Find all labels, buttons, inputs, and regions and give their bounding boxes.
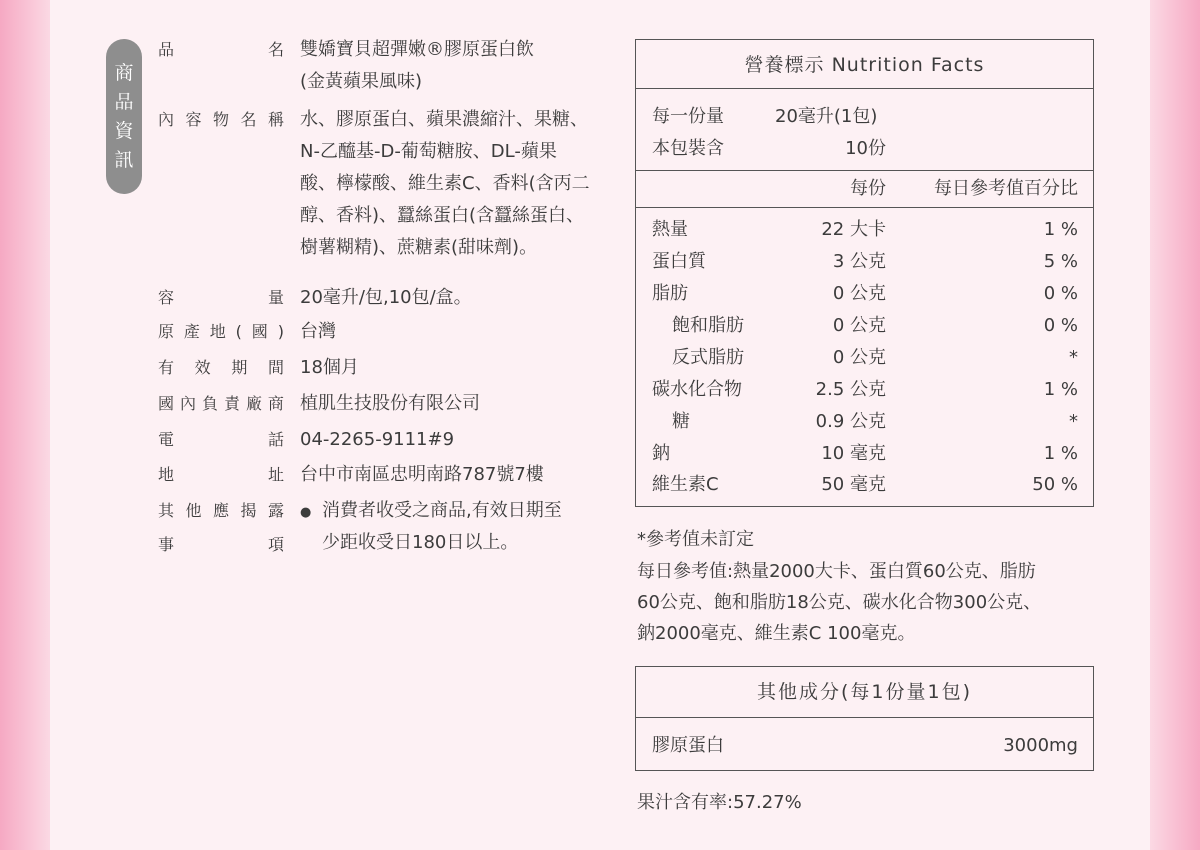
servings-per-package-label: 本包裝含: [652, 138, 724, 159]
tab-char: 資: [114, 120, 134, 142]
right-pink-border: [1150, 0, 1200, 850]
ingredient-amount: 3000mg: [1003, 735, 1078, 756]
value-phone: 04-2265-9111#9: [300, 429, 455, 450]
nutrient-name: 維生素C: [652, 474, 719, 495]
nutrient-amount: 0 公克: [832, 347, 886, 368]
label-other-disclosures-2: 事 項: [158, 535, 284, 554]
nutrient-name: 反式脂肪: [672, 347, 744, 368]
nutrient-amount: 22 大卡: [821, 219, 886, 240]
nutrient-daily-pct: 1 %: [1043, 443, 1078, 464]
nutrition-facts-table: [635, 39, 1094, 507]
ingredient-name: 膠原蛋白: [652, 735, 724, 756]
nutrient-amount: 3 公克: [832, 251, 886, 272]
value-manufacturer: 植肌生技股份有限公司: [300, 393, 480, 414]
other-ingredients-title: 其他成分(每1份量1包): [756, 681, 972, 703]
product-info-tab: [106, 39, 142, 194]
note-daily-reference: 鈉2000毫克、維生素C 100毫克。: [637, 623, 916, 644]
note-reference-undefined: *參考值未訂定: [637, 529, 754, 550]
value-other-disclosures: 消費者收受之商品,有效日期至 少距收受日180日以上。: [322, 500, 562, 553]
left-pink-border: [0, 0, 50, 850]
label-other-disclosures: 其 他 應 揭 露: [158, 501, 284, 520]
divider: [636, 170, 1093, 171]
label-manufacturer: 國 內 負 責 廠 商: [158, 394, 284, 413]
col-header-per-serving: 每份: [850, 178, 886, 199]
servings-per-package-value: 10份: [845, 138, 886, 159]
nutrient-daily-pct: 1 %: [1043, 379, 1078, 400]
nutrient-daily-pct: 50 %: [1032, 474, 1078, 495]
nutrient-daily-pct: 1 %: [1043, 219, 1078, 240]
label-ingredients: 內 容 物 名 稱: [158, 110, 284, 129]
nutrient-amount: 0.9 公克: [815, 411, 886, 432]
nutrient-name: 蛋白質: [652, 251, 706, 272]
divider: [636, 717, 1093, 718]
tab-char: 商: [114, 62, 134, 84]
nutrient-amount: 0 公克: [832, 283, 886, 304]
note-daily-reference: 每日參考值:熱量2000大卡、蛋白質60公克、脂肪: [637, 561, 1036, 582]
nutrition-title: 營養標示 Nutrition Facts: [744, 54, 985, 76]
nutrient-name: 脂肪: [652, 283, 688, 304]
value-address: 台中市南區忠明南路787號7樓: [300, 464, 544, 485]
nutrient-name: 糖: [672, 411, 690, 432]
nutrient-amount: 10 毫克: [821, 443, 886, 464]
value-volume: 20毫升/包,10包/盒。: [300, 287, 472, 308]
nutrient-daily-pct: 5 %: [1043, 251, 1078, 272]
juice-content: 果汁含有率:57.27%: [637, 792, 802, 813]
bullet-icon: ●: [300, 505, 312, 520]
label-phone: 電 話: [158, 430, 284, 449]
nutrient-amount: 50 毫克: [821, 474, 886, 495]
nutrient-name: 鈉: [652, 443, 670, 464]
nutrient-daily-pct: 0 %: [1043, 315, 1078, 336]
value-origin: 台灣: [300, 321, 336, 342]
divider: [636, 88, 1093, 89]
value-ingredients: 水、膠原蛋白、蘋果濃縮汁、果糖、 N-乙醯基-D-葡萄糖胺、DL-蘋果 酸、檸檬酸、維生素C、香料(含丙二 醇、香料)、蠶絲蛋白(含蠶絲蛋白、 樹薯糊精)、蔗糖素(甜味劑)。: [300, 109, 590, 258]
nutrient-daily-pct: *: [1069, 347, 1078, 368]
nutrient-daily-pct: *: [1069, 411, 1078, 432]
nutrient-amount: 0 公克: [832, 315, 886, 336]
label-shelf-life: 有 效 期 間: [158, 358, 284, 377]
nutrient-amount: 2.5 公克: [815, 379, 886, 400]
label-address: 地 址: [158, 465, 284, 484]
nutrient-name: 熱量: [652, 219, 688, 240]
serving-size-value: 20毫升(1包): [775, 106, 878, 127]
tab-char: 品: [114, 91, 134, 113]
divider: [636, 207, 1093, 208]
label-origin: 原 產 地 ( 國 ): [158, 322, 284, 341]
label-volume: 容 量: [158, 288, 284, 307]
value-shelf-life: 18個月: [300, 357, 359, 378]
value-product-name: 雙嬌寶貝超彈嫩®膠原蛋白飲 (金黃蘋果風味): [300, 39, 534, 92]
nutrient-name: 碳水化合物: [652, 379, 742, 400]
col-header-daily-value: 每日參考值百分比: [934, 178, 1078, 199]
nutrient-name: 飽和脂肪: [672, 315, 744, 336]
note-daily-reference: 60公克、飽和脂肪18公克、碳水化合物300公克、: [637, 592, 1042, 613]
label-product-name: 品 名: [158, 40, 284, 59]
nutrient-daily-pct: 0 %: [1043, 283, 1078, 304]
other-ingredients-table: [635, 666, 1094, 771]
serving-size-label: 每一份量: [652, 106, 724, 127]
tab-char: 訊: [114, 149, 134, 171]
